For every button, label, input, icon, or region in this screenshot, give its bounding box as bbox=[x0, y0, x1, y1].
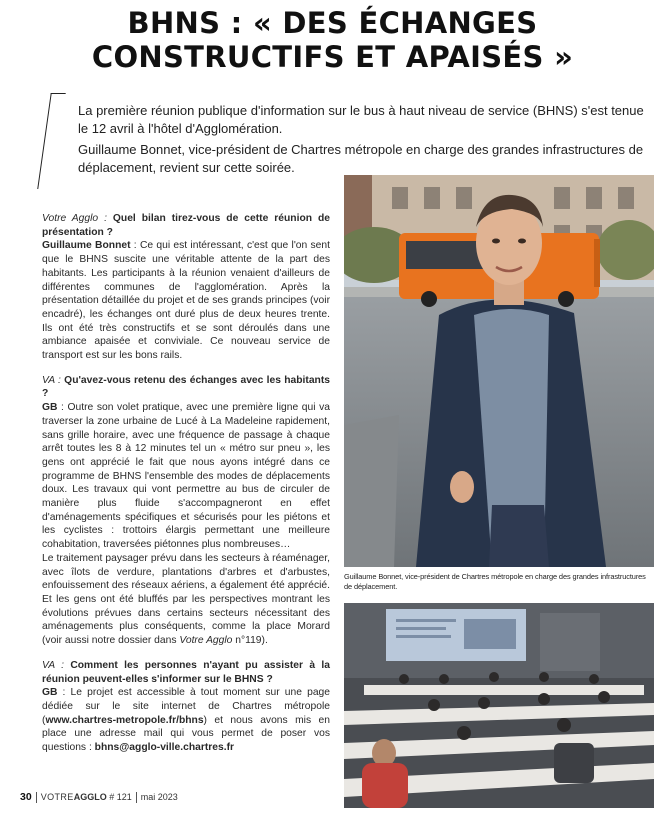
intro-paragraph-1: La première réunion publique d'information sur le bus à haut niveau de service (BHNS) s'est tenue le 12 avril à l'hôtel d'Agglomération. bbox=[78, 103, 644, 136]
intro-bracket-decoration bbox=[37, 93, 65, 189]
footer-divider bbox=[36, 792, 37, 803]
portrait-photo-illustration bbox=[344, 175, 654, 567]
speaker-initials: GB bbox=[42, 687, 58, 699]
title-line-2: CONSTRUCTIFS ET APAISÉS » bbox=[91, 40, 574, 74]
email-link[interactable]: bhns@agglo-ville.chartres.fr bbox=[94, 742, 235, 754]
website-link[interactable]: www.chartres-metropole.fr/bhns bbox=[45, 714, 204, 726]
qa-prefix: VA : bbox=[42, 374, 61, 386]
qa-prefix: VA : bbox=[42, 659, 64, 671]
interview-column bbox=[42, 212, 330, 766]
interview-qa-3 bbox=[42, 659, 330, 755]
speaker-initials: GB bbox=[42, 402, 58, 414]
footer-divider bbox=[136, 792, 137, 803]
speaker-name: Guillaume Bonnet bbox=[42, 240, 131, 252]
page-footer bbox=[20, 791, 178, 803]
interview-qa-2 bbox=[42, 374, 330, 552]
magazine-name: AGGLO bbox=[73, 792, 107, 802]
answer-2-part-a: Le traitement paysager prévu dans les secteurs à réaménager, avec îlots de verdure, plantations d'arbres et d'arbustes, enfouissement des réseaux aériens, a également été apprécié. Et les gens ont été bluffés par les perspectives montrant les évolutions prévues dans certains secteurs nécessitant des aménagements plus conséquents, comme la place Morard (voir aussi notre dossier dans bbox=[42, 552, 330, 647]
meeting-room-illustration bbox=[344, 603, 654, 808]
photo-caption: Guillaume Bonnet, vice-président de Chartres métropole en charge des grandes infrastructures de déplacement. bbox=[344, 572, 646, 591]
answer-3-part-b: ) et nous avons mis en place une adresse mail qui vous permet de poser vos questions : bbox=[42, 714, 330, 754]
issue-number: # 121 bbox=[109, 792, 132, 802]
issue-date: mai 2023 bbox=[140, 792, 178, 802]
magazine-prefix: VOTRE bbox=[40, 792, 74, 802]
interview-qa-1 bbox=[42, 212, 330, 363]
title-line-1: BHNS : « DES ÉCHANGES bbox=[127, 6, 538, 40]
article-title bbox=[0, 6, 665, 74]
intro-block bbox=[78, 102, 648, 180]
qa-prefix: Votre Agglo : bbox=[42, 213, 107, 224]
portrait-photo bbox=[344, 175, 654, 567]
magazine-reference: Votre Agglo bbox=[179, 635, 233, 647]
answer-2-part-b: n°119). bbox=[232, 635, 268, 647]
answer-3-part-a: : Le projet est accessible à tout moment sur une page dédiée sur le site internet de Chartres métropole ( bbox=[42, 687, 330, 726]
answer-1: : Ce qui est intéressant, c'est que l'on sent que le BHNS suscite une véritable attente de la part des habitants. Les participants à la réunion venaient d'ailleurs de différentes communes de l'agglomération. Après la présentation détaillée du projet et de ses grands principes (voir encadré), les échanges ont duré plus de deux heures trente. Ils ont été très constructifs et se sont déroulés dans une ambiance apaisée et conviviale. Ce nouveau service de transport est sur les bons rails. bbox=[42, 240, 330, 362]
interview-qa-2-continued bbox=[42, 552, 330, 648]
answer-2: : Outre son volet pratique, avec une première ligne qui va traverser la zone urbaine de Lucé à La Madeleine rapidement, sans grille horaire, avec une fréquence de passage à chaque arrêt toutes les 8 à 12 minutes tel un « métro sur pneu », les gens ont apprécié le fait que nous ayons intégré dans ce programme de BHNS l'ensemble des modes de déplacements doux. Les travaux qui vont permettre au bus de circuler de manière plus fluide s'accompagneront en effet d'aménagements spécifiques et sécurisés pour les piétons et les cyclistes : trottoirs élargis permettant une meilleure cohabitation, traversées piétonnes plus nombreuses… bbox=[42, 402, 330, 551]
question-2: Qu'avez-vous retenu des échanges avec les habitants ? bbox=[42, 374, 330, 400]
question-1: Quel bilan tirez-vous de cette réunion de présentation ? bbox=[42, 213, 330, 238]
page-number: 30 bbox=[20, 791, 32, 803]
intro-paragraph-2: Guillaume Bonnet, vice-président de Chartres métropole en charge des grandes infrastructures de déplacement, revient sur cette soirée. bbox=[78, 142, 644, 175]
meeting-room-photo bbox=[344, 603, 654, 808]
question-3: Comment les personnes n'ayant pu assister à la réunion peuvent-elles s'informer sur le BHNS ? bbox=[42, 659, 330, 685]
